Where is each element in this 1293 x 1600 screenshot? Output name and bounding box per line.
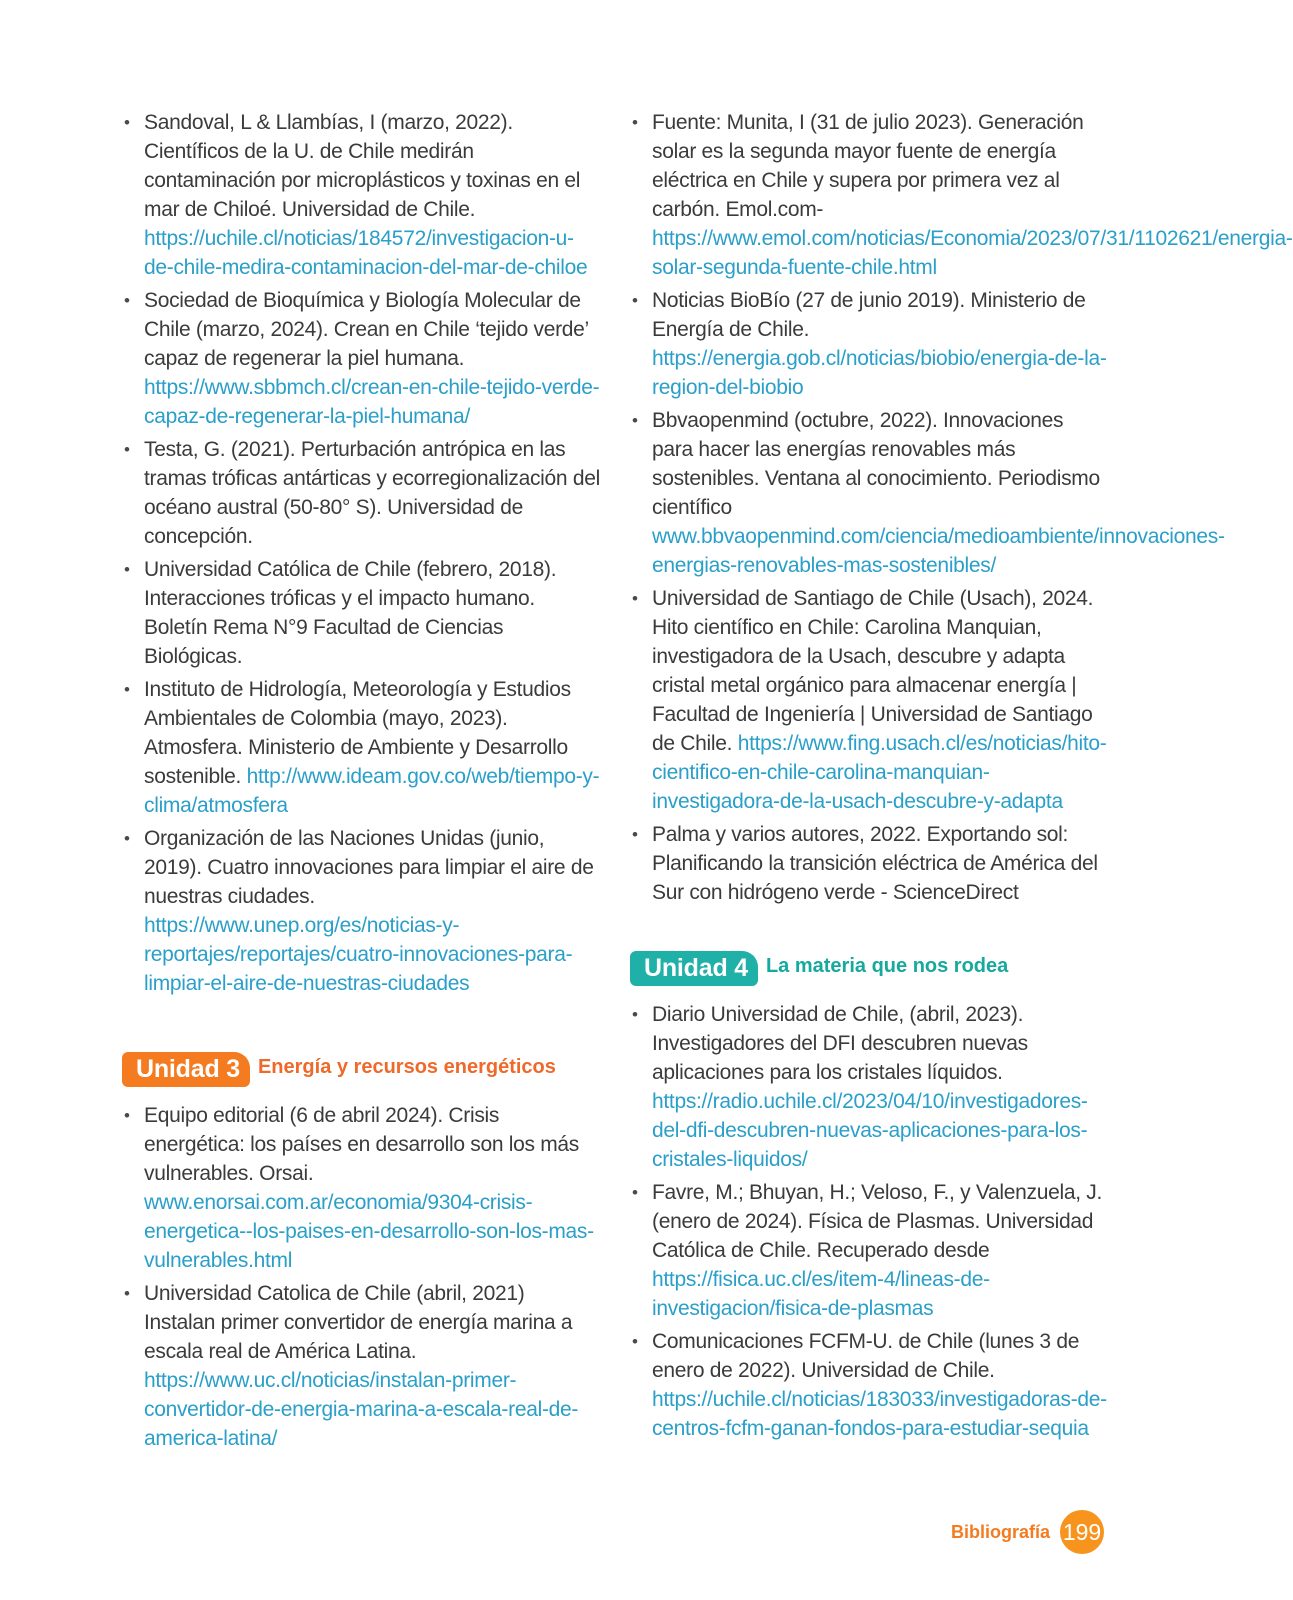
reference-list [122, 108, 600, 998]
reference-item [122, 824, 600, 998]
reference-item [630, 286, 1108, 402]
reference-item [122, 675, 600, 820]
reference-link[interactable]: https://www.fing.usach.cl/es/noticias/hito-cientifico-en-chile-carolina-manquian-investigadora-de-la-usach-descubre-y-adapta [652, 732, 1107, 813]
reference-link[interactable]: https://www.sbbmch.cl/crean-en-chile-tejido-verde-capaz-de-regenerar-la-piel-humana/ [144, 376, 600, 428]
unit-3-reference-list [122, 1101, 600, 1453]
reference-text: Diario Universidad de Chile, (abril, 2023). Investigadores del DFI descubren nuevas aplicaciones para los cristales líquidos. [652, 1003, 1028, 1084]
unit-4-reference-list [630, 1000, 1108, 1443]
reference-item [122, 108, 600, 282]
reference-list [630, 108, 1293, 907]
reference-item [630, 820, 1108, 907]
right-column [630, 108, 1293, 1447]
page-footer [951, 1510, 1104, 1554]
reference-link[interactable]: www.enorsai.com.ar/economia/9304-crisis-energetica--los-paises-en-desarrollo-son-los-mas-vulnerables.html [144, 1191, 594, 1272]
reference-link[interactable]: https://fisica.uc.cl/es/item-4/lineas-de-investigacion/fisica-de-plasmas [652, 1268, 990, 1320]
unit-4-badge: Unidad 4 [630, 951, 758, 986]
reference-text: Sandoval, L & Llambías, I (marzo, 2022). Científicos de la U. de Chile medirán contaminación por microplásticos y toxinas en el mar de Chiloé. Universidad de Chile. [144, 111, 581, 221]
reference-text: Instituto de Hidrología, Meteorología y Estudios Ambientales de Colombia (mayo, 2023). Atmosfera. Ministerio de Ambiente y Desarrollo sostenible. [144, 678, 571, 788]
page-number: 199 [1060, 1510, 1104, 1554]
reference-item [630, 1327, 1108, 1443]
reference-text: Fuente: Munita, I (31 de julio 2023). Generación solar es la segunda mayor fuente de energía eléctrica en Chile y supera por primera vez al carbón. Emol.com- [652, 111, 1084, 221]
reference-item [122, 1101, 600, 1275]
reference-text: Equipo editorial (6 de abril 2024). Crisis energética: los países en desarrollo son los más vulnerables. Orsai. [144, 1104, 580, 1185]
reference-text: Organización de las Naciones Unidas (junio, 2019). Cuatro innovaciones para limpiar el aire de nuestras ciudades. [144, 827, 594, 908]
reference-item [122, 286, 600, 431]
reference-item [630, 108, 1293, 282]
reference-link[interactable]: https://uchile.cl/noticias/184572/investigacion-u-de-chile-medira-contaminacion-del-mar-de-chiloe [144, 227, 588, 279]
reference-link[interactable]: https://www.unep.org/es/noticias-y-reportajes/reportajes/cuatro-innovaciones-para-limpiar-el-aire-de-nuestras-ciudades [144, 914, 573, 995]
reference-text: Palma y varios autores, 2022. Exportando sol: Planificando la transición eléctrica de América del Sur con hidrógeno verde - ScienceDirect [652, 823, 1098, 904]
reference-text: Favre, M.; Bhuyan, H.; Veloso, F., y Valenzuela, J. (enero de 2024). Física de Plasmas. Universidad Católica de Chile. Recuperado desde [652, 1181, 1103, 1262]
reference-link[interactable]: https://uchile.cl/noticias/183033/investigadoras-de-centros-fcfm-ganan-fondos-para-estudiar-sequia [652, 1388, 1107, 1440]
reference-item [630, 1178, 1108, 1323]
left-column [122, 108, 600, 1457]
reference-text: Universidad Católica de Chile (febrero, 2018). Interacciones tróficas y el impacto humano. Boletín Rema N°9 Facultad de Ciencias Biológicas. [144, 558, 557, 668]
unit-4-header [630, 951, 1108, 986]
reference-item [122, 555, 600, 671]
unit-4-title: La materia que nos rodea [765, 955, 1009, 977]
reference-link[interactable]: http://www.ideam.gov.co/web/tiempo-y-clima/atmosfera [144, 765, 600, 817]
reference-text: Bbvaopenmind (octubre, 2022). Innovaciones para hacer las energías renovables más sostenibles. Ventana al conocimiento. Periodismo científico [652, 409, 1100, 519]
reference-item [122, 1279, 600, 1453]
reference-item [122, 435, 600, 551]
reference-link[interactable]: www.bbvaopenmind.com/ciencia/medioambiente/innovaciones-energias-renovables-mas-sostenibles/ [652, 525, 1225, 577]
unit-3-title: Energía y recursos energéticos [257, 1056, 556, 1078]
unit-3-header [122, 1052, 600, 1087]
reference-item [630, 1000, 1108, 1174]
reference-text: Universidad Catolica de Chile (abril, 2021) Instalan primer convertidor de energía marina a escala real de América Latina. [144, 1282, 573, 1363]
reference-item [630, 406, 1225, 580]
reference-text: Noticias BioBío (27 de junio 2019). Ministerio de Energía de Chile. [652, 289, 1086, 341]
reference-item [630, 584, 1108, 816]
reference-text: Sociedad de Bioquímica y Biología Molecular de Chile (marzo, 2024). Crean en Chile ‘tejido verde’ capaz de regenerar la piel humana. [144, 289, 589, 370]
reference-link[interactable]: https://energia.gob.cl/noticias/biobio/energia-de-la-region-del-biobio [652, 347, 1107, 399]
reference-link[interactable]: https://www.uc.cl/noticias/instalan-primer-convertidor-de-energia-marina-a-escala-real-de-america-latina/ [144, 1369, 579, 1450]
unit-3-badge: Unidad 3 [122, 1052, 250, 1087]
reference-text: Universidad de Santiago de Chile (Usach), 2024. Hito científico en Chile: Carolina Manquian, investigadora de la Usach, descubre y adapta cristal metal orgánico para almacenar energía | Facultad de Ingeniería | Universidad de Santiago de Chile. [652, 587, 1094, 755]
footer-section-label: Bibliografía [950, 1521, 1050, 1542]
reference-text: Testa, G. (2021). Perturbación antrópica en las tramas tróficas antárticas y ecorregionalización del océano austral (50-80° S). Universidad de concepción. [144, 438, 600, 548]
reference-link[interactable]: https://radio.uchile.cl/2023/04/10/investigadores-del-dfi-descubren-nuevas-aplicaciones-para-los-cristales-liquidos/ [652, 1090, 1088, 1171]
reference-text: Comunicaciones FCFM-U. de Chile (lunes 3 de enero de 2022). Universidad de Chile. [652, 1330, 1080, 1382]
reference-link[interactable]: https://www.emol.com/noticias/Economia/2023/07/31/1102621/energia-solar-segunda-fuente-chile.html [652, 227, 1293, 279]
